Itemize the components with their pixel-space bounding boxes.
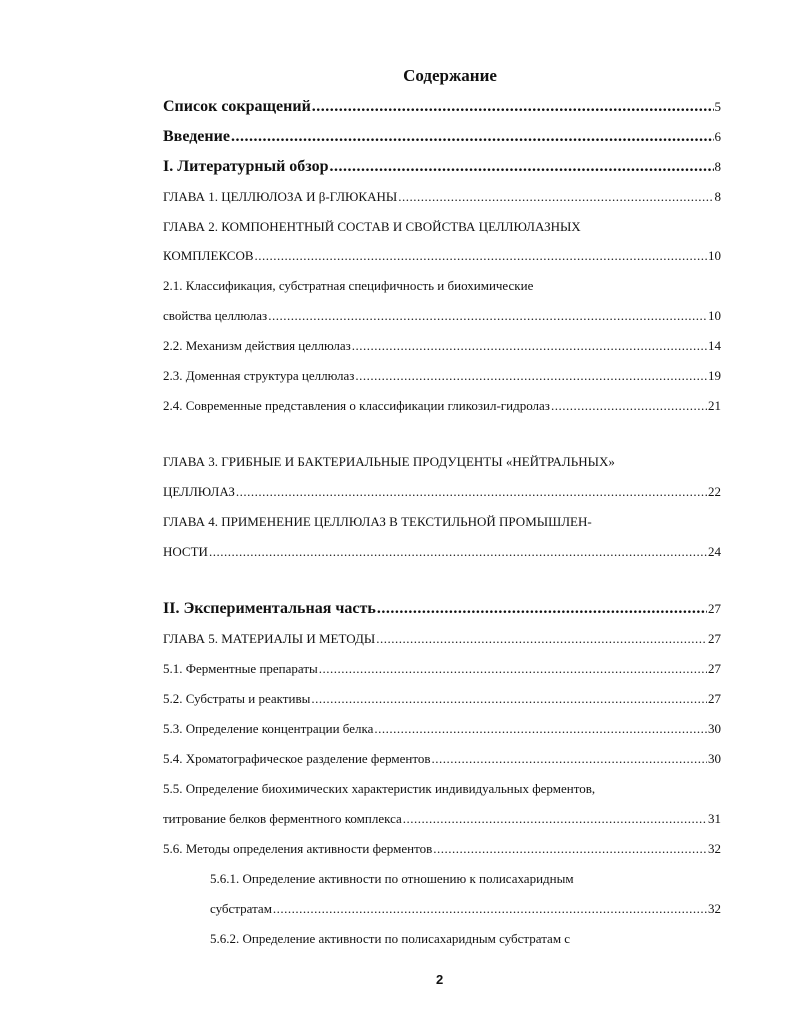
toc-page-number: 14: [708, 338, 721, 353]
toc-page-number: 30: [708, 751, 721, 766]
toc-entry-label: Введение: [163, 128, 230, 145]
toc-page-number: 6: [714, 129, 721, 144]
toc-page-number: 32: [708, 901, 721, 916]
toc-entry-5-5-line-1[interactable]: 5.5. Определение биохимических характеристик индивидуальных ферментов,: [163, 781, 596, 796]
toc-entry-label: II. Экспериментальная часть: [163, 600, 376, 617]
toc-entry-experimental-part[interactable]: [163, 600, 721, 618]
toc-entry-2-3[interactable]: [163, 368, 721, 384]
toc-leader: [330, 158, 714, 176]
toc-entry-5-6-1-line-1[interactable]: 5.6.1. Определение активности по отношению к полисахаридным: [210, 871, 574, 886]
toc-entry-label: НОСТИ: [163, 544, 208, 559]
toc-leader: [551, 398, 707, 414]
toc-page-number: 22: [708, 484, 721, 499]
toc-page-number: 8: [714, 189, 721, 204]
toc-leader: [398, 189, 713, 205]
toc-entry-label: ГЛАВА 5. МАТЕРИАЛЫ И МЕТОДЫ: [163, 631, 376, 646]
toc-entry-label: 2.3. Доменная структура целлюлаз: [163, 368, 355, 383]
toc-entry-literature-review[interactable]: [163, 158, 721, 176]
toc-leader: [374, 721, 707, 737]
toc-entry-5-3[interactable]: [163, 721, 721, 737]
toc-leader: [209, 544, 707, 560]
toc-entry-2-1[interactable]: [163, 308, 721, 324]
toc-leader: [376, 631, 707, 647]
toc-leader: [319, 661, 707, 677]
toc-page-number: 27: [708, 691, 721, 706]
toc-entry-label: свойства целлюлаз: [163, 308, 268, 323]
toc-leader: [352, 338, 707, 354]
toc-entry-label: 5.3. Определение концентрации белка: [163, 721, 374, 736]
contents-title: Содержание: [403, 66, 497, 85]
toc-entry-2-1-line-1[interactable]: 2.1. Классификация, субстратная специфичность и биохимические: [163, 278, 534, 293]
toc-entry-5-2[interactable]: [163, 691, 721, 707]
toc-entry-5-4[interactable]: [163, 751, 721, 767]
toc-leader: [377, 600, 707, 618]
toc-entry-chapter-5[interactable]: [163, 631, 721, 647]
toc-page-number: 24: [708, 544, 721, 559]
toc-leader: [273, 901, 707, 917]
toc-entry-label: 2.2. Механизм действия целлюлаз: [163, 338, 351, 353]
toc-entry-5-6[interactable]: [163, 841, 721, 857]
toc-leader: [355, 368, 707, 384]
toc-leader: [432, 751, 707, 767]
toc-page-number: 10: [708, 308, 721, 323]
toc-leader: [236, 484, 707, 500]
toc-entry-abbreviations[interactable]: [163, 98, 721, 116]
toc-entry-5-6-1[interactable]: [210, 901, 721, 917]
toc-leader: [255, 248, 707, 264]
toc-entry-label: 2.4. Современные представления о классификации гликозил-гидролаз: [163, 398, 550, 413]
toc-entry-label: 5.4. Хроматографическое разделение ферментов: [163, 751, 431, 766]
toc-entry-label: ГЛАВА 1. ЦЕЛЛЮЛОЗА И β-ГЛЮКАНЫ: [163, 189, 398, 204]
toc-entry-introduction[interactable]: [163, 128, 721, 146]
toc-entry-chapter-4[interactable]: [163, 544, 721, 560]
toc-entry-5-6-2-line-1[interactable]: 5.6.2. Определение активности по полисахаридным субстратам с: [210, 931, 571, 946]
toc-page-number: 10: [708, 248, 721, 263]
toc-leader: [231, 128, 714, 146]
toc-entry-5-1[interactable]: [163, 661, 721, 677]
toc-entry-chapter-2-line-1[interactable]: ГЛАВА 2. КОМПОНЕНТНЫЙ СОСТАВ И СВОЙСТВА ЦЕЛЛЮЛАЗНЫХ: [163, 219, 581, 234]
toc-entry-label: 5.1. Ферментные препараты: [163, 661, 318, 676]
toc-entry-label: I. Литературный обзор: [163, 158, 329, 175]
toc-page-number: 27: [708, 631, 721, 646]
toc-leader: [403, 811, 707, 827]
toc-page-number: 32: [708, 841, 721, 856]
toc-leader: [268, 308, 707, 324]
toc-page-number: 30: [708, 721, 721, 736]
toc-leader: [311, 691, 707, 707]
toc-entry-2-4[interactable]: [163, 398, 721, 414]
toc-entry-chapter-3[interactable]: [163, 484, 721, 500]
toc-leader: [433, 841, 707, 857]
toc-entry-chapter-1[interactable]: [163, 189, 721, 205]
toc-entry-chapter-3-line-1[interactable]: ГЛАВА 3. ГРИБНЫЕ И БАКТЕРИАЛЬНЫЕ ПРОДУЦЕНТЫ «НЕЙТРАЛЬНЫХ»: [163, 454, 615, 469]
toc-page-number: 19: [708, 368, 721, 383]
page-number: 2: [436, 972, 444, 987]
toc-entry-label: Список сокращений: [163, 98, 311, 115]
toc-entry-label: ЦЕЛЛЮЛАЗ: [163, 484, 235, 499]
toc-page-number: 21: [708, 398, 721, 413]
toc-page-number: 5: [714, 99, 721, 114]
toc-entry-label: титрование белков ферментного комплекса: [163, 811, 402, 826]
toc-page-number: 8: [714, 159, 721, 174]
toc-entry-chapter-2[interactable]: [163, 248, 721, 264]
toc-entry-5-5[interactable]: [163, 811, 721, 827]
toc-leader: [312, 98, 714, 116]
toc-entry-label: 5.2. Субстраты и реактивы: [163, 691, 311, 706]
toc-page-number: 27: [708, 601, 721, 616]
toc-page-number: 31: [708, 811, 721, 826]
toc-entry-label: 5.6. Методы определения активности ферментов: [163, 841, 433, 856]
toc-entry-label: КОМПЛЕКСОВ: [163, 248, 254, 263]
toc-page-number: 27: [708, 661, 721, 676]
toc-entry-label: субстратам: [210, 901, 272, 916]
toc-entry-2-2[interactable]: [163, 338, 721, 354]
toc-entry-chapter-4-line-1[interactable]: ГЛАВА 4. ПРИМЕНЕНИЕ ЦЕЛЛЮЛАЗ В ТЕКСТИЛЬНОЙ ПРОМЫШЛЕН-: [163, 514, 592, 529]
